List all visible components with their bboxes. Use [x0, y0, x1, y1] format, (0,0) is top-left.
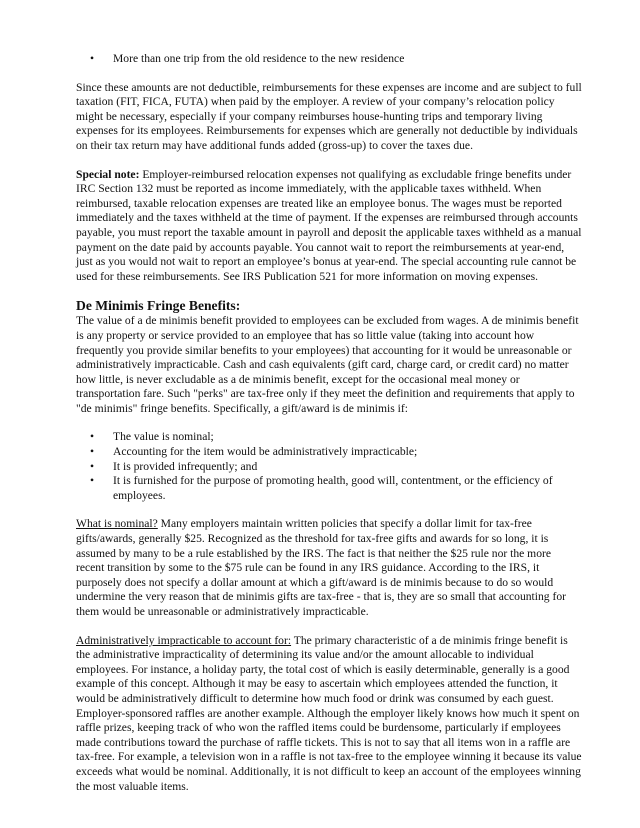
list-item: • It is provided infrequently; and	[76, 460, 582, 475]
de-minimis-intro-paragraph: The value of a de minimis benefit provided to employees can be excluded from wages. A de minimis benefit is any property or service provided to an employee that has so little value (taking into account how frequently you provide similar benefits to your employees) that accounting for it would be unreasonable or administratively impracticable. Cash and cash equivalents (gift card, charge card, or credit card) no matter how little, is never excludable as a de minimis benefit, except for the occasional meal money or transportation fare. Such "perks" are tax-free only if they meet the definition and requirements that apply to "de minimis" fringe benefits. Specifically, a gift/award is de minimis if:	[76, 314, 579, 415]
de-minimis-criteria-list	[76, 430, 582, 503]
nominal-text: Many employers maintain written policies that specify a dollar limit for tax-free gifts/awards, generally $25. Recognized as the threshold for tax-free gifts and awards for so long, it is assumed by many to be a rule established by the IRS. The fact is that neither the $25 rule nor the more recent transition by some to the $75 rule can be found in any IRS guidance. According to the IRS, it purposely does not specify a dollar amount at which a gift/award is de minimis because to do so would undermine the very reason that de minimis gifts are tax-free - that is, they are so small that accounting for them would be unreasonable or administratively impracticable.	[76, 517, 566, 618]
list-item: • The value is nominal;	[76, 430, 582, 445]
special-note-paragraph	[76, 168, 582, 285]
impracticable-text: The primary characteristic of a de minimis fringe benefit is the administrative impracticality of determining its value and/or the amount allocable to individual employees. For instance, a holiday party, the total cost of which is easily determinable, generally is a good example of this concept. Although it may be easy to ascertain which employees attended the function, it would be administratively difficult to determine how much food or drink was consumed by each guest. Employer-sponsored raffles are another example. Although the employer likely knows how much it spent on raffle prizes, keeping track of who won the raffled items could be burdensome, particularly if employees made contributions toward the purchase of raffle tickets. This is not to say that all items won in a raffle are tax-free. For example, a television won in a raffle is not tax-free to the employee winning it because its value exceeds what would be nominal. Additionally, it is not difficult to keep an account of the employees winning the most valuable items.	[76, 633, 582, 793]
de-minimis-heading: De Minimis Fringe Benefits:	[76, 298, 241, 314]
impracticable-label: Administratively impracticable to account for:	[76, 633, 292, 647]
special-note-text: Employer-reimbursed relocation expenses not qualifying as excludable fringe benefits under IRC Section 132 must be reported as income immediately, with the applicable taxes withheld. When reimbursed, taxable relocation expenses are treated like an employee bonus. The wages must be reported immediately and the taxes withheld at the time of payment. If the expenses are reimbursed through accounts payable, you must report the taxable amount in payroll and deposit the applicable taxes withheld as a manual payment on the date paid by accounts payable. You cannot wait to report the reimbursements at year-end, just as you would not wait to report an employee’s bonus at year-end. The special accounting rule cannot be used for these reimbursements. See IRS Publication 521 for more information on moving expenses.	[76, 167, 582, 283]
moving-expense-bullet-list	[76, 52, 582, 67]
list-item: • It is furnished for the purpose of promoting health, good will, contentment, or the efficiency of employees.	[76, 474, 582, 503]
nominal-paragraph	[76, 517, 582, 619]
reimbursements-paragraph: Since these amounts are not deductible, reimbursements for these expenses are income and are subject to full taxation (FIT, FICA, FUTA) when paid by the employer. A review of your company’s relocation policy might be necessary, especially if your company reimburses house-hunting trips and temporary living expenses for its employees. Reimbursements for expenses which are generally not deductible by individuals on their tax return may have additional funds added (gross-up) to cover the taxes due.	[76, 80, 582, 152]
list-item: • More than one trip from the old residence to the new residence	[76, 52, 582, 67]
nominal-label: What is nominal?	[76, 517, 158, 531]
impracticable-paragraph	[76, 634, 582, 795]
list-item: • Accounting for the item would be administratively impracticable;	[76, 445, 582, 460]
special-note-label: Special note:	[76, 167, 140, 181]
